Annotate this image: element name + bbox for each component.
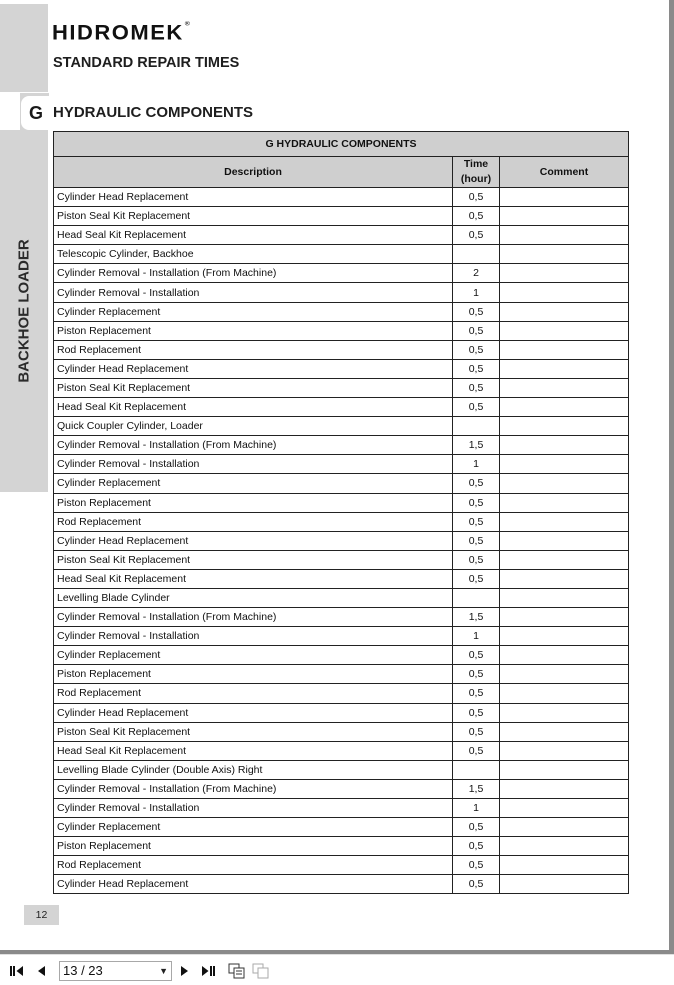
table-row (54, 799, 629, 818)
single-page-view-icon (228, 963, 246, 979)
row-comment (500, 359, 629, 378)
row-description: Cylinder Removal - Installation (From Machine) (54, 608, 453, 627)
row-comment (500, 321, 629, 340)
row-description: Piston Replacement (54, 665, 453, 684)
row-time: 1 (453, 799, 500, 818)
row-description: Cylinder Replacement (54, 302, 453, 321)
table-row (54, 436, 629, 455)
row-description: Cylinder Removal - Installation (54, 283, 453, 302)
table-row (54, 703, 629, 722)
table-row (54, 340, 629, 359)
row-time (453, 760, 500, 779)
row-description: Quick Coupler Cylinder, Loader (54, 417, 453, 436)
row-description: Head Seal Kit Replacement (54, 226, 453, 245)
row-comment (500, 588, 629, 607)
row-comment (500, 264, 629, 283)
row-comment (500, 818, 629, 837)
row-comment (500, 799, 629, 818)
row-time: 0,5 (453, 493, 500, 512)
row-comment (500, 760, 629, 779)
row-description: Rod Replacement (54, 512, 453, 531)
row-description: Cylinder Removal - Installation (From Machine) (54, 779, 453, 798)
row-time: 2 (453, 264, 500, 283)
row-time: 0,5 (453, 875, 500, 894)
row-description: Levelling Blade Cylinder (54, 588, 453, 607)
next-page-button[interactable] (179, 963, 189, 979)
viewer-toolbar (0, 954, 674, 985)
row-description: Cylinder Head Replacement (54, 359, 453, 378)
table-row (54, 512, 629, 531)
row-time: 0,5 (453, 340, 500, 359)
row-time: 0,5 (453, 474, 500, 493)
table-row (54, 837, 629, 856)
row-time: 0,5 (453, 703, 500, 722)
row-time: 0,5 (453, 684, 500, 703)
table-row (54, 875, 629, 894)
table-row (54, 417, 629, 436)
row-time: 0,5 (453, 188, 500, 207)
row-time: 0,5 (453, 302, 500, 321)
row-time: 0,5 (453, 207, 500, 226)
table-row (54, 665, 629, 684)
row-time: 0,5 (453, 550, 500, 569)
row-comment (500, 741, 629, 760)
row-time: 0,5 (453, 856, 500, 875)
row-time: 0,5 (453, 321, 500, 340)
row-description: Head Seal Kit Replacement (54, 398, 453, 417)
row-description: Piston Replacement (54, 837, 453, 856)
row-description: Cylinder Head Replacement (54, 531, 453, 550)
section-letter: G (21, 96, 51, 130)
row-description: Piston Seal Kit Replacement (54, 207, 453, 226)
brand-logo (52, 21, 191, 46)
row-description: Cylinder Removal - Installation (From Machine) (54, 264, 453, 283)
first-page-button[interactable] (10, 963, 24, 979)
time-header-line2: (hour) (460, 173, 492, 185)
table-row (54, 207, 629, 226)
table-row (54, 646, 629, 665)
row-comment (500, 837, 629, 856)
row-time: 0,5 (453, 226, 500, 245)
row-comment (500, 417, 629, 436)
chevron-down-icon: ▼ (159, 966, 168, 976)
row-description: Rod Replacement (54, 856, 453, 875)
table-row (54, 302, 629, 321)
table-row (54, 722, 629, 741)
table-row (54, 474, 629, 493)
row-description: Levelling Blade Cylinder (Double Axis) Right (54, 760, 453, 779)
row-comment (500, 665, 629, 684)
document-title: STANDARD REPAIR TIMES (53, 55, 240, 71)
row-description: Cylinder Head Replacement (54, 703, 453, 722)
row-time: 0,5 (453, 722, 500, 741)
row-comment (500, 856, 629, 875)
table-row (54, 588, 629, 607)
table-body (54, 188, 629, 894)
row-comment (500, 283, 629, 302)
single-page-view-button[interactable] (228, 963, 246, 979)
row-time (453, 245, 500, 264)
registered-mark: ® (184, 20, 192, 28)
row-description: Rod Replacement (54, 684, 453, 703)
page-indicator: 13 / 23 (63, 963, 103, 978)
table-row (54, 493, 629, 512)
row-comment (500, 398, 629, 417)
table-row (54, 856, 629, 875)
row-comment (500, 493, 629, 512)
row-comment (500, 722, 629, 741)
previous-page-button[interactable] (36, 963, 46, 979)
row-time (453, 588, 500, 607)
row-comment (500, 779, 629, 798)
table-row (54, 741, 629, 760)
table-row (54, 455, 629, 474)
row-description: Cylinder Replacement (54, 646, 453, 665)
row-description: Piston Seal Kit Replacement (54, 378, 453, 397)
row-comment (500, 512, 629, 531)
row-description: Cylinder Head Replacement (54, 188, 453, 207)
row-description: Rod Replacement (54, 340, 453, 359)
row-comment (500, 684, 629, 703)
two-page-view-button[interactable] (252, 963, 270, 979)
table-row (54, 264, 629, 283)
row-time: 0,5 (453, 378, 500, 397)
table-row (54, 684, 629, 703)
row-comment (500, 188, 629, 207)
row-description: Cylinder Head Replacement (54, 875, 453, 894)
row-description: Head Seal Kit Replacement (54, 741, 453, 760)
time-header-line1: Time (463, 158, 489, 170)
table-row (54, 378, 629, 397)
row-description: Cylinder Removal - Installation (From Machine) (54, 436, 453, 455)
row-time: 0,5 (453, 531, 500, 550)
row-time (453, 417, 500, 436)
page-number: 12 (24, 905, 59, 925)
row-comment (500, 608, 629, 627)
table-row (54, 627, 629, 646)
last-page-icon (201, 965, 215, 977)
page-selector[interactable] (59, 961, 172, 981)
table-row (54, 779, 629, 798)
row-time: 1,5 (453, 608, 500, 627)
table-row (54, 245, 629, 264)
row-description: Cylinder Removal - Installation (54, 799, 453, 818)
column-header-time (453, 157, 500, 188)
table-caption: G HYDRAULIC COMPONENTS (54, 132, 629, 157)
next-page-icon (180, 965, 189, 977)
row-comment (500, 531, 629, 550)
row-comment (500, 378, 629, 397)
table-row (54, 321, 629, 340)
row-description: Cylinder Replacement (54, 818, 453, 837)
row-comment (500, 340, 629, 359)
row-description: Piston Seal Kit Replacement (54, 722, 453, 741)
row-description: Cylinder Removal - Installation (54, 455, 453, 474)
row-description: Piston Seal Kit Replacement (54, 550, 453, 569)
row-time: 1,5 (453, 779, 500, 798)
table-row (54, 188, 629, 207)
logo-text: HIDROMEK (52, 20, 184, 45)
row-time: 1 (453, 283, 500, 302)
column-header-description: Description (54, 157, 453, 188)
row-comment (500, 703, 629, 722)
column-header-comment: Comment (500, 157, 629, 188)
row-time: 0,5 (453, 837, 500, 856)
sidebar-top-block (0, 4, 48, 92)
last-page-button[interactable] (201, 963, 215, 979)
table-row (54, 550, 629, 569)
row-time: 0,5 (453, 359, 500, 378)
row-description: Head Seal Kit Replacement (54, 569, 453, 588)
row-time: 0,5 (453, 646, 500, 665)
table-row (54, 818, 629, 837)
side-label: BACKHOE LOADER (15, 239, 33, 383)
table-row (54, 359, 629, 378)
row-time: 0,5 (453, 741, 500, 760)
table-row (54, 608, 629, 627)
table-row (54, 226, 629, 245)
row-comment (500, 646, 629, 665)
row-comment (500, 569, 629, 588)
row-comment (500, 627, 629, 646)
two-page-view-icon (252, 963, 270, 979)
first-page-icon (10, 965, 24, 977)
table-row (54, 760, 629, 779)
row-time: 0,5 (453, 818, 500, 837)
row-comment (500, 550, 629, 569)
row-description: Cylinder Replacement (54, 474, 453, 493)
row-time: 0,5 (453, 665, 500, 684)
row-comment (500, 455, 629, 474)
row-comment (500, 207, 629, 226)
table-row (54, 283, 629, 302)
table-row (54, 398, 629, 417)
row-comment (500, 226, 629, 245)
row-time: 1 (453, 627, 500, 646)
row-comment (500, 245, 629, 264)
table-row (54, 569, 629, 588)
repair-times-table (53, 131, 629, 894)
row-time: 0,5 (453, 569, 500, 588)
section-title: HYDRAULIC COMPONENTS (53, 104, 254, 121)
row-comment (500, 436, 629, 455)
table-row (54, 531, 629, 550)
row-time: 0,5 (453, 398, 500, 417)
row-time: 1 (453, 455, 500, 474)
row-description: Telescopic Cylinder, Backhoe (54, 245, 453, 264)
row-comment (500, 474, 629, 493)
row-time: 1,5 (453, 436, 500, 455)
row-description: Piston Replacement (54, 493, 453, 512)
row-comment (500, 875, 629, 894)
row-description: Cylinder Removal - Installation (54, 627, 453, 646)
row-description: Piston Replacement (54, 321, 453, 340)
row-comment (500, 302, 629, 321)
previous-page-icon (37, 965, 46, 977)
row-time: 0,5 (453, 512, 500, 531)
